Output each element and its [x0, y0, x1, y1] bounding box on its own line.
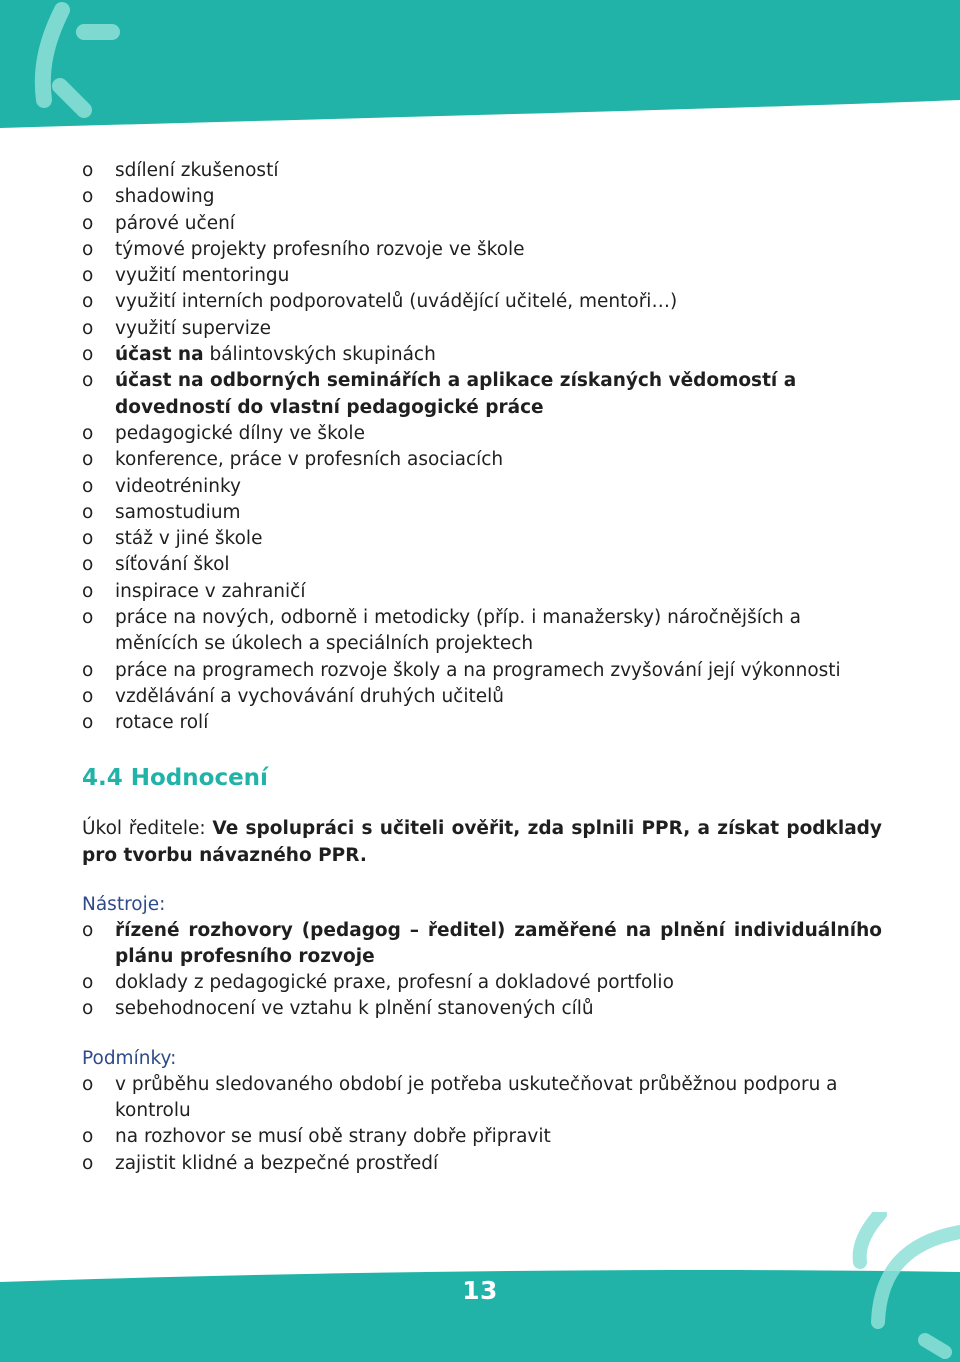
list-item: o účast na bálintovských skupinách: [82, 342, 882, 368]
list-marker: o: [82, 291, 94, 313]
list-item: o samostudium: [82, 500, 882, 526]
list-item: o na rozhovor se musí obě strany dobře připravit: [82, 1124, 882, 1150]
list-marker: o: [82, 475, 94, 497]
list-item: o pedagogické dílny ve škole: [82, 421, 882, 447]
list-marker: o: [82, 607, 94, 629]
list-item: o týmové projekty profesního rozvoje ve škole: [82, 237, 882, 263]
list-item: o rotace rolí: [82, 710, 882, 736]
list-item: o konference, práce v profesních asociacích: [82, 447, 882, 473]
list-item: o využití mentoringu: [82, 263, 882, 289]
list-marker: o: [82, 580, 94, 602]
list-marker: o: [82, 1126, 94, 1148]
list-marker: o: [82, 712, 94, 734]
list-item: o doklady z pedagogické praxe, profesní a dokladové portfolio: [82, 970, 882, 996]
list-item: o práce na nových, odborně i metodicky (příp. i manažersky) náročnějších a měnících se úkolech a speciálních projektech: [82, 607, 801, 655]
list-marker: o: [82, 317, 94, 339]
list-marker: o: [82, 265, 94, 287]
list-item: o stáž v jiné škole: [82, 526, 882, 552]
tools-list: [82, 918, 882, 1023]
list-marker: o: [82, 160, 94, 181]
list-item: o shadowing: [82, 184, 882, 210]
list-marker: o: [82, 1152, 94, 1174]
list-marker: o: [82, 501, 94, 523]
list-item: o práce na programech rozvoje školy a na programech zvyšování její výkonnosti: [82, 658, 882, 684]
list-marker: o: [82, 238, 94, 260]
list-marker: o: [82, 370, 94, 392]
list-marker: o: [82, 449, 94, 471]
list-item: o zajistit klidné a bezpečné prostředí: [82, 1151, 882, 1177]
task-paragraph: [82, 815, 882, 869]
list-marker: o: [82, 344, 94, 366]
page-content: [82, 158, 882, 1177]
conditions-heading: Podmínky:: [82, 1047, 177, 1069]
list-marker: o: [82, 659, 94, 681]
conditions-list: [82, 1072, 882, 1177]
list-item: o vzdělávání a vychovávání druhých učitelů: [82, 684, 882, 710]
list-item: o využití supervize: [82, 316, 882, 342]
list-item: o využití interních podporovatelů (uvádějící učitelé, mentoři…): [82, 289, 882, 315]
list-marker: o: [82, 998, 94, 1020]
list-item: o videotréninky: [82, 474, 882, 500]
list-marker: o: [82, 212, 94, 234]
list-item: o sdílení zkušeností: [82, 158, 882, 184]
list-marker: o: [82, 554, 94, 576]
list-item: o účast na odborných seminářích a aplikace získaných vědomostí a dovedností do vlastní pedagogické práce: [82, 370, 797, 418]
list-marker: o: [82, 685, 94, 707]
list-item: o sebehodnocení ve vztahu k plnění stanovených cílů: [82, 996, 882, 1022]
list-marker: o: [82, 919, 94, 941]
list-item: o inspirace v zahraničí: [82, 579, 882, 605]
task-text: Ve spolupráci s učiteli ověřit, zda splnili PPR, a získat podklady pro tvorbu návazného PPR.: [82, 817, 882, 866]
list-marker: o: [82, 1073, 94, 1095]
list-item: o síťování škol: [82, 552, 882, 578]
list-marker: o: [82, 422, 94, 444]
list-item: o párové učení: [82, 211, 882, 237]
task-label: Úkol ředitele:: [82, 817, 213, 839]
list-marker: o: [82, 972, 94, 994]
list-item: o v průběhu sledovaného období je potřeba uskutečňovat průběžnou podporu a kontrolu: [82, 1073, 838, 1122]
section-heading: 4.4 Hodnocení: [82, 764, 268, 791]
tools-heading: Nástroje:: [82, 893, 166, 915]
list-item: o řízené rozhovory (pedagog – ředitel) zaměřené na plnění individuálního plánu profesního rozvoje: [82, 919, 882, 967]
development-methods-list: [82, 158, 882, 737]
list-marker: o: [82, 528, 94, 550]
list-marker: o: [82, 186, 94, 208]
page-number: 13: [462, 1276, 498, 1305]
header-decoration: [0, 0, 960, 150]
